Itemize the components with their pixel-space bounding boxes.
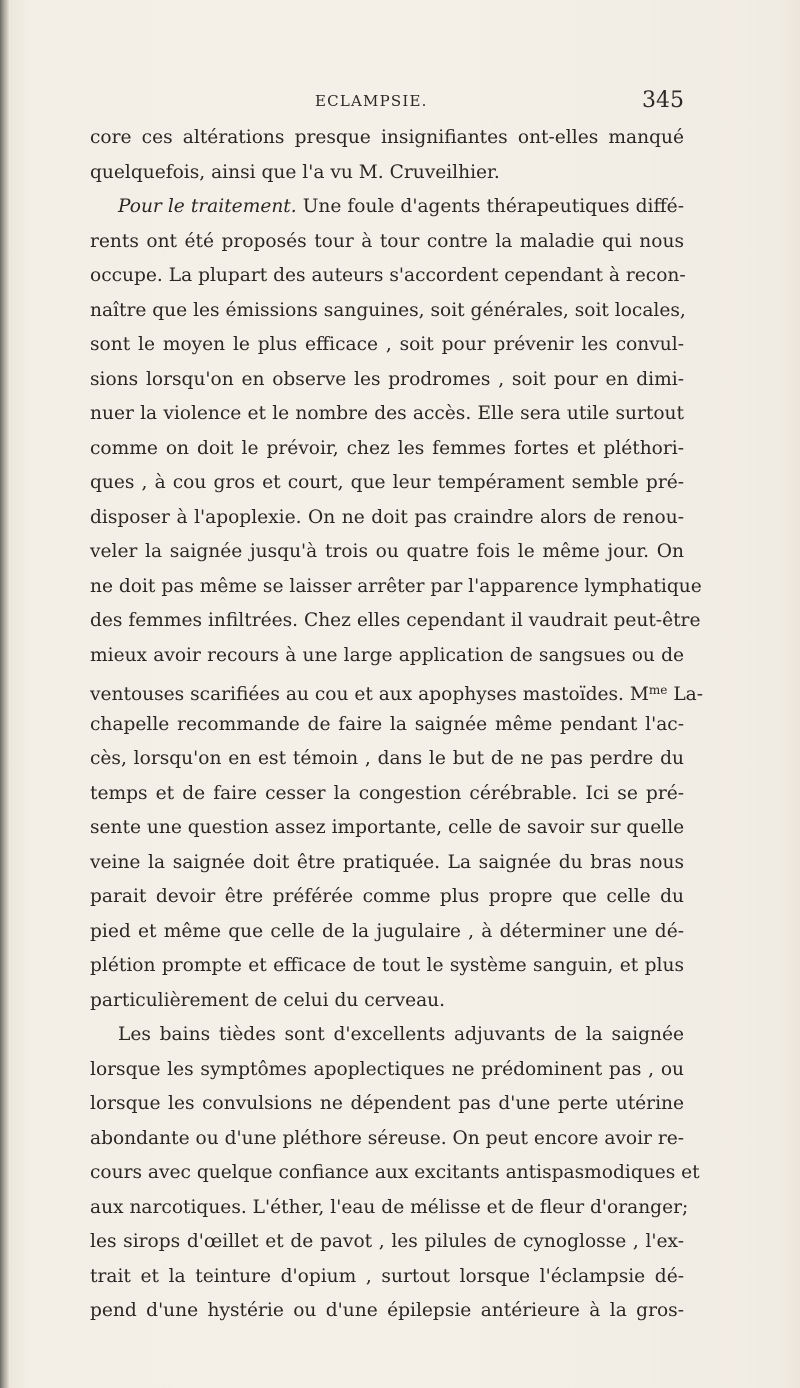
text-line: aux narcotiques. L'éther, l'eau de mélisse et de fleur d'oranger; [90,1196,689,1218]
text-line: core ces altérations presque insignifiantes ont-elles manqué [90,127,684,148]
text-line: plétion prompte et efficace de tout le système sanguin, et plus [90,955,684,976]
text-line: parait devoir être préférée comme plus propre que celle du [90,886,684,907]
text-line: mieux avoir recours à une large application de sangsues ou de [90,644,684,666]
page-number: 345 [642,88,684,113]
text-line: temps et de faire cesser la congestion cérébrable. Ici se pré- [90,782,684,804]
text-line: chapelle recommande de faire la saignée même pendant l'ac- [90,713,684,735]
text-line: sions lorsqu'on en observe les prodromes , soit pour en dimi- [90,368,684,390]
text-line: nuer la violence et le nombre des accès. Elle sera utile surtout [90,403,684,424]
text-line: des femmes infiltrées. Chez elles cependant il vaudrait peut-être [90,610,701,631]
text-line: quelquefois, ainsi que l'a vu M. Cruveilhier. [90,161,500,183]
text-line: veler la saignée jusqu'à trois ou quatre fois le même jour. On [90,541,684,562]
text-line: rents ont été proposés tour à tour contre la maladie qui nous [90,230,684,252]
text-line: occupe. La plupart des auteurs s'accordent cependant à recon- [90,265,686,286]
text-line: lorsque les convulsions ne dépendent pas d'une perte utérine [90,1093,684,1114]
text-line: cours avec quelque confiance aux excitants antispasmodiques et [90,1162,700,1183]
page-gutter-shadow [0,0,9,1388]
text-line: sente une question assez importante, celle de savoir sur quelle [90,817,685,838]
text-line: ne doit pas même se laisser arrêter par l'apparence lymphatique [90,575,702,597]
text-line: veine la saignée doit être pratiquée. La saignée du bras nous [90,851,684,873]
text-line-paragraph-start: Les bains tièdes sont d'excellents adjuvants de la saignée [118,1024,684,1045]
text-line-start: ventouses scarifiées au cou et aux apophyses mastoïdes. M [90,684,649,705]
superscript-me: me [648,683,668,697]
text-line-with-superscript [90,673,704,708]
running-header [90,88,684,118]
section-lead-italic: Pour le traitement. [118,196,297,217]
text-line: lorsque les symptômes apoplectiques ne prédominent pas , ou [90,1058,684,1080]
text-line: particulièrement de celui du cerveau. [90,989,446,1011]
text-line: sont le moyen le plus efficace , soit pour prévenir les convul- [90,334,684,355]
running-title: ECLAMPSIE. [315,92,428,110]
text-line: ques , à cou gros et court, que leur tempérament semble pré- [90,472,684,493]
text-line: pied et même que celle de la jugulaire , à déterminer une dé- [90,920,684,942]
text-line: comme on doit le prévoir, chez les femmes fortes et pléthori- [90,437,684,459]
body-text [90,121,704,1329]
text-line: les sirops d'œillet et de pavot , les pilules de cynoglosse , l'ex- [90,1231,684,1252]
text-line-section-lead [90,190,684,225]
text-line: disposer à l'apoplexie. On ne doit pas craindre alors de renou- [90,506,684,528]
text-line-rest: Une foule d'agents thérapeutiques diffé- [302,196,684,217]
text-line-tail: La- [667,684,704,705]
text-line: naître que les émissions sanguines, soit générales, soit locales, [90,299,686,321]
text-line: pend d'une hystérie ou d'une épilepsie antérieure à la gros- [90,1300,684,1321]
text-line: abondante ou d'une pléthore séreuse. On peut encore avoir re- [90,1127,685,1149]
text-line: trait et la teinture d'opium , surtout lorsque l'éclampsie dé- [90,1265,684,1287]
text-line: cès, lorsqu'on en est témoin , dans le but de ne pas perdre du [90,748,684,769]
